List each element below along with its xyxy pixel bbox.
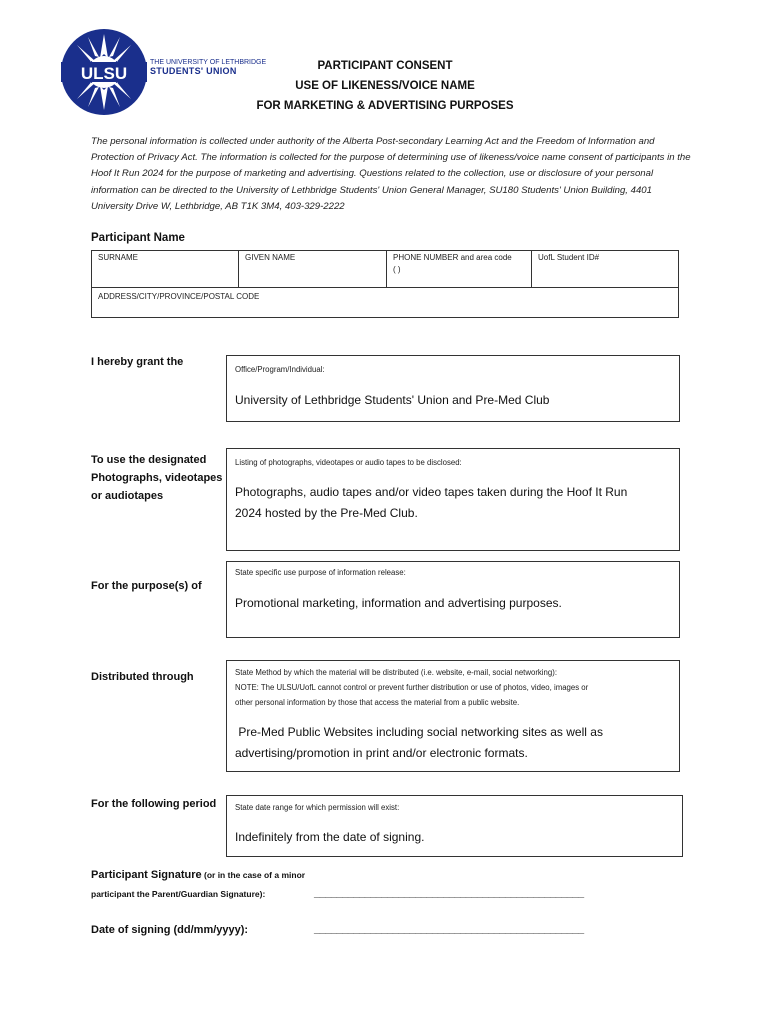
designated-label-line3: or audiotapes xyxy=(91,490,164,502)
surname-field[interactable]: SURNAME xyxy=(98,253,139,262)
distributed-hint-line2: NOTE: The ULSU/UofL cannot control or prevent further distribution or use of photos, video, images or xyxy=(235,683,589,692)
title-line2: USE OF LIKENESS/VOICE NAME xyxy=(295,80,475,92)
grant-box[interactable] xyxy=(226,355,680,422)
distributed-value-line2: advertising/promotion in print and/or electronic formats. xyxy=(235,746,528,760)
title-line3: FOR MARKETING & ADVERTISING PURPOSES xyxy=(256,100,514,112)
signature-label-main: Participant Signature xyxy=(91,869,202,881)
designated-label-line2: Photographs, videotapes xyxy=(91,472,223,484)
period-hint: State date range for which permission will exist: xyxy=(235,803,400,812)
logo-letters: ULSU xyxy=(80,64,128,83)
logo-line1: THE UNIVERSITY OF LETHBRIDGE xyxy=(150,59,267,66)
participant-name-heading: Participant Name xyxy=(91,232,185,244)
designated-value-line2: 2024 hosted by the Pre-Med Club. xyxy=(235,506,418,520)
grant-label: I hereby grant the xyxy=(91,356,184,368)
designated-label-line1: To use the designated xyxy=(91,454,207,466)
purpose-label: For the purpose(s) of xyxy=(91,580,202,592)
phone-area-code: ( ) xyxy=(393,265,401,274)
distributed-box[interactable] xyxy=(226,660,680,772)
period-value: Indefinitely from the date of signing. xyxy=(235,830,425,844)
signature-line[interactable]: ________________________________________________ xyxy=(314,887,584,899)
period-label: For the following period xyxy=(91,798,217,810)
date-line[interactable]: ________________________________________________ xyxy=(314,923,584,935)
designated-value-line1: Photographs, audio tapes and/or video tapes taken during the Hoof It Run xyxy=(235,485,628,499)
grant-value: University of Lethbridge Students' Union and Pre-Med Club xyxy=(235,393,550,407)
title-line1: PARTICIPANT CONSENT xyxy=(317,60,453,72)
phone-field[interactable]: PHONE NUMBER and area code xyxy=(393,253,512,262)
purpose-value: Promotional marketing, information and advertising purposes. xyxy=(235,596,562,610)
date-label: Date of signing (dd/mm/yyyy): xyxy=(91,924,249,936)
participant-name-table xyxy=(91,250,679,318)
purpose-box[interactable] xyxy=(226,561,680,638)
signature-label xyxy=(91,869,305,881)
logo-line2: STUDENTS' UNION xyxy=(150,66,237,76)
student-id-field[interactable]: UofL Student ID# xyxy=(538,253,600,262)
ulsu-logo xyxy=(60,28,148,116)
distributed-value-line1: Pre-Med Public Websites including social networking sites as well as xyxy=(235,725,603,739)
designated-hint: Listing of photographs, videotapes or audio tapes to be disclosed: xyxy=(235,458,462,467)
designated-label xyxy=(91,451,222,505)
designated-box[interactable] xyxy=(226,448,680,551)
signature-label-small: (or in the case of a minor xyxy=(201,870,306,880)
distributed-hint-line1: State Method by which the material will be distributed (i.e. website, e-mail, social networking): xyxy=(235,668,557,677)
purpose-hint: State specific use purpose of information release: xyxy=(235,568,406,577)
distributed-hint-line3: other personal information by those that access the material from a public website. xyxy=(235,698,520,707)
distributed-label: Distributed through xyxy=(91,671,194,683)
address-field[interactable]: ADDRESS/CITY/PROVINCE/POSTAL CODE xyxy=(98,292,260,301)
privacy-notice: The personal information is collected under authority of the Alberta Post-secondary Learning Act and the Freedom of Information and Protection of Privacy Act. The information is collected for the purpose of determining use of likeness/voice name consent of participants in the Hoof It Run 2024 for the purpose of marketing and advertising. Questions related to the collection, use or disclosure of your personal information can be directed to the University of Lethbridge Students' Union General Manager, SU180 Students' Union Building, 4401 University Drive W, Lethbridge, AB T1K 3M4, 403-329-2222 xyxy=(91,136,691,212)
given-name-field[interactable]: GIVEN NAME xyxy=(245,253,296,262)
signature-label-line2: participant the Parent/Guardian Signature): xyxy=(91,889,266,899)
grant-hint: Office/Program/Individual: xyxy=(235,365,325,374)
page-title xyxy=(200,56,570,116)
period-box[interactable] xyxy=(226,795,683,857)
